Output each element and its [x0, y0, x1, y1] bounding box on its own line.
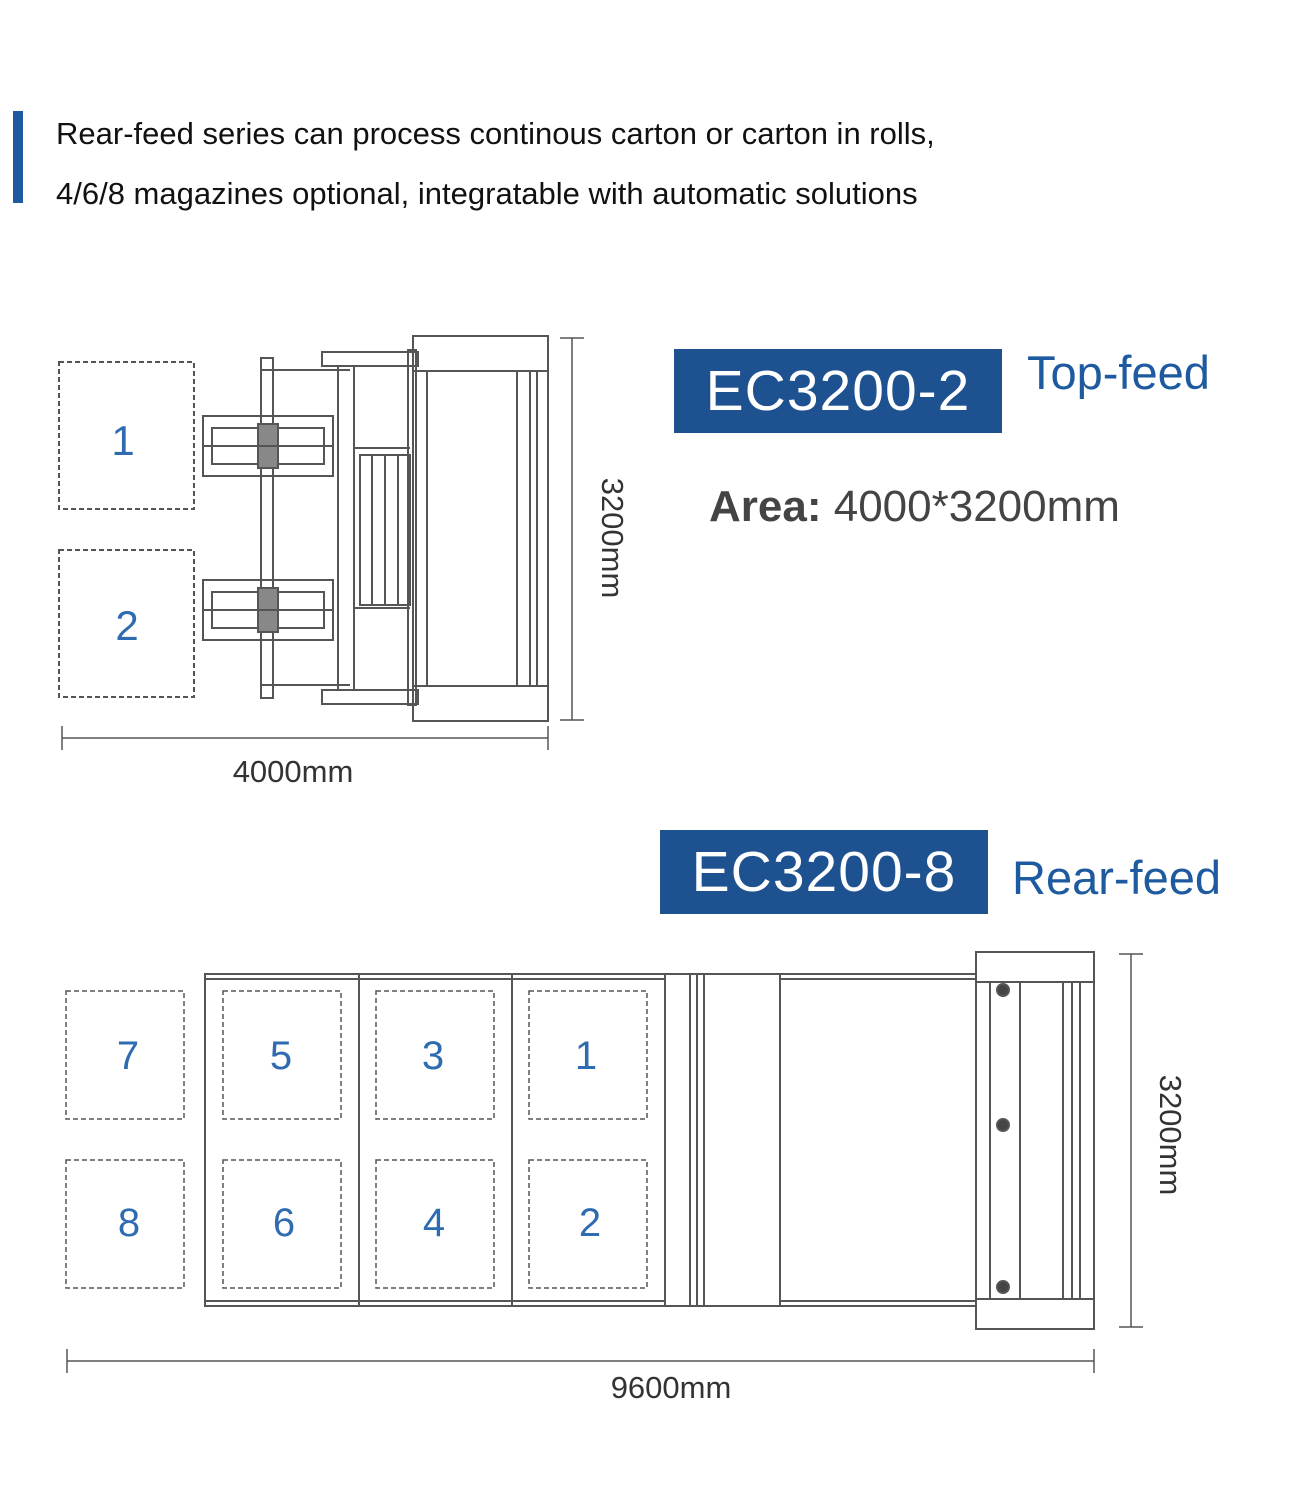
bottom-magazine-number-8: 8 [117, 1201, 141, 1245]
top-model-badge: EC3200-2 [674, 349, 1002, 433]
bottom-magazine-frame [205, 974, 665, 1306]
top-depth-dimension: 3200mm [595, 477, 630, 599]
bottom-model-badge: EC3200-8 [660, 830, 988, 914]
bottom-feed-label: Rear-feed [1012, 851, 1221, 904]
top-feed-label: Top-feed [1027, 346, 1210, 399]
bottom-magazine-number-3: 3 [421, 1034, 445, 1078]
top-feeder-arm-1 [203, 416, 333, 476]
top-machine-body [408, 336, 548, 721]
top-area-spec [709, 482, 1120, 532]
bottom-magazine-number-7: 7 [116, 1034, 140, 1078]
top-feeder-frame [261, 352, 418, 704]
top-width-dimension-line [62, 726, 548, 750]
intro-line-2: 4/6/8 magazines optional, integratable with automatic solutions [56, 176, 918, 211]
top-depth-dimension-line [560, 338, 584, 720]
bottom-machine-body [976, 952, 1094, 1329]
intro-line-1: Rear-feed series can process continous carton or carton in rolls, [56, 116, 935, 151]
bottom-width-dimension: 9600mm [610, 1370, 732, 1405]
bottom-magazine-number-4: 4 [422, 1201, 446, 1245]
bottom-magazine-number-5: 5 [269, 1034, 293, 1078]
top-magazine-number-2: 2 [115, 602, 139, 649]
bottom-width-dimension-line [67, 1349, 1094, 1373]
bottom-machine-drawing [66, 952, 1143, 1373]
bottom-depth-dimension-line [1119, 954, 1143, 1327]
bottom-conveyor-section [665, 974, 976, 1306]
top-magazine-number-1: 1 [111, 417, 135, 464]
top-machine-drawing [59, 336, 584, 750]
area-label: Area: [709, 482, 822, 531]
bottom-magazine-number-6: 6 [272, 1201, 296, 1245]
top-width-dimension: 4000mm [232, 754, 354, 789]
bottom-magazine-number-2: 2 [578, 1201, 602, 1245]
bottom-magazine-number-1: 1 [574, 1034, 598, 1078]
top-feeder-arm-2 [203, 580, 333, 640]
bottom-depth-dimension: 3200mm [1153, 1074, 1188, 1196]
area-value: 4000*3200mm [833, 482, 1120, 531]
